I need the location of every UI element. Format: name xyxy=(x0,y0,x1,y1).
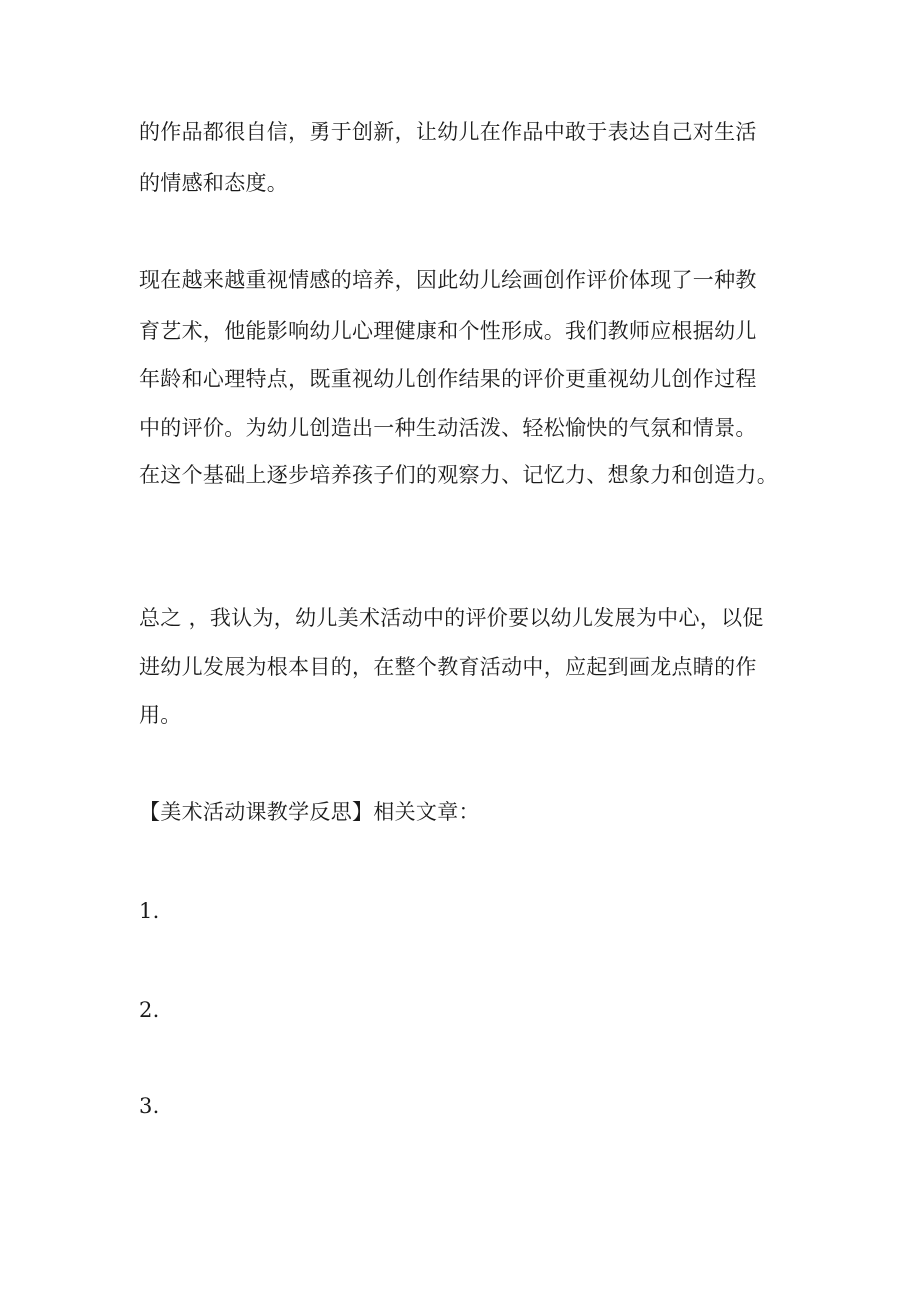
paragraph-3-line-2: 进幼儿发展为根本目的，在整个教育活动中，应起到画龙点睛的作 xyxy=(139,655,757,679)
paragraph-2-line-2: 育艺术，他能影响幼儿心理健康和个性形成。我们教师应根据幼儿 xyxy=(139,319,757,343)
paragraph-1-line-1: 的作品都很自信，勇于创新，让幼儿在作品中敢于表达自己对生活 xyxy=(139,120,757,144)
paragraph-2-line-1: 现在越来越重视情感的培养，因此幼儿绘画创作评价体现了一种教 xyxy=(139,268,757,292)
related-article-item-2[interactable]: 2. xyxy=(139,998,160,1022)
paragraph-2-line-5: 在这个基础上逐步培养孩子们的观察力、记忆力、想象力和创造力。 xyxy=(139,463,778,487)
paragraph-3-line-3: 用。 xyxy=(139,703,182,727)
paragraph-2-line-4: 中的评价。为幼儿创造出一种生动活泼、轻松愉快的气氛和情景。 xyxy=(139,416,757,440)
related-article-item-1[interactable]: 1. xyxy=(139,899,160,923)
paragraph-1-line-2: 的情感和态度。 xyxy=(139,171,289,195)
paragraph-2-line-3: 年龄和心理特点，既重视幼儿创作结果的评价更重视幼儿创作过程 xyxy=(139,367,757,391)
paragraph-3-line-1: 总之 ，我认为，幼儿美术活动中的评价要以幼儿发展为中心，以促 xyxy=(139,606,764,630)
related-article-item-3[interactable]: 3. xyxy=(139,1094,160,1118)
related-articles-heading: 【美术活动课教学反思】相关文章： xyxy=(139,800,480,824)
